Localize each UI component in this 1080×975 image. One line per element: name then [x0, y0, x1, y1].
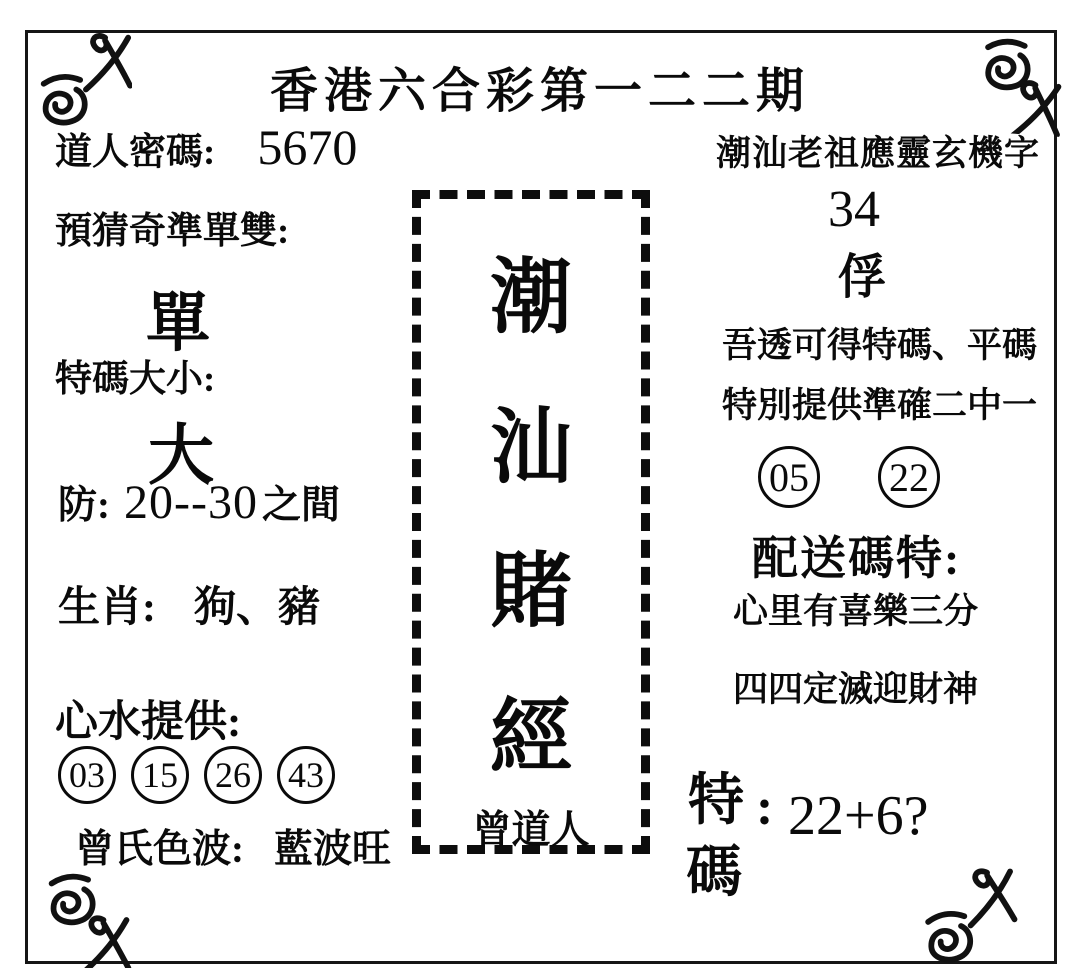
- pair-number-circle: 22: [878, 446, 940, 508]
- corner-seal-icon: [42, 872, 138, 968]
- banner-char: 賭: [489, 546, 572, 637]
- password-row: [55, 118, 357, 176]
- special-code-label-char: 特: [688, 770, 744, 832]
- color-wave-value: 藍波旺: [274, 828, 392, 871]
- special-code-value: 22+6?: [788, 785, 929, 847]
- size-value: 大: [148, 420, 214, 493]
- corner-seal-icon: [920, 864, 1021, 965]
- hot-numbers-row: [58, 746, 335, 804]
- special-code-label-char: 碼: [686, 842, 742, 904]
- special-code-colon: :: [756, 779, 774, 836]
- color-wave-label: 曾氏色波:: [75, 828, 244, 871]
- hot-number-circle: 15: [131, 746, 189, 804]
- pair-number-circle: 05: [758, 446, 820, 508]
- banner-char: 經: [489, 692, 572, 783]
- tip-line-2: 特別提供準確二中一: [722, 386, 1038, 425]
- hot-number-circle: 26: [204, 746, 262, 804]
- guard-line: [58, 474, 340, 530]
- color-wave-line: [75, 818, 391, 874]
- banner-char: 汕: [489, 402, 572, 493]
- mystic-char: 俘: [838, 251, 887, 304]
- odd-even-value: 單: [146, 288, 210, 359]
- page-title: 香港六合彩第一二二期: [269, 65, 810, 118]
- guard-range: 20--30: [124, 476, 258, 529]
- size-label: 特碼大小:: [55, 359, 216, 400]
- odd-even-label: 預猜奇準單雙:: [55, 211, 290, 252]
- center-banner-box: [412, 190, 650, 854]
- hot-number-circle: 43: [277, 746, 335, 804]
- guard-suffix: 之間: [261, 484, 340, 527]
- mystic-header: 潮汕老祖應靈玄機字: [716, 134, 1041, 173]
- tip-line-1: 吾透可得特碼、平碼: [722, 326, 1038, 365]
- signature: 曾道人: [472, 809, 590, 852]
- delivery-label: 配送碼特:: [752, 533, 962, 584]
- hot-number-circle: 03: [58, 746, 116, 804]
- hot-numbers-label: 心水提供:: [55, 699, 242, 746]
- verse-line-1: 心里有喜樂三分: [733, 592, 979, 631]
- zodiac-label: 生肖:: [58, 585, 156, 631]
- zodiac-line: [58, 574, 320, 634]
- zodiac-value: 狗、豬: [194, 585, 321, 631]
- password-value: 5670: [257, 119, 358, 175]
- banner-char: 潮: [489, 252, 572, 343]
- verse-line-2: 四四定滅迎財神: [733, 670, 979, 709]
- mystic-number: 34: [828, 181, 880, 238]
- pair-numbers-row: [758, 446, 940, 508]
- password-label: 道人密碼:: [55, 132, 216, 173]
- guard-label: 防:: [58, 484, 110, 527]
